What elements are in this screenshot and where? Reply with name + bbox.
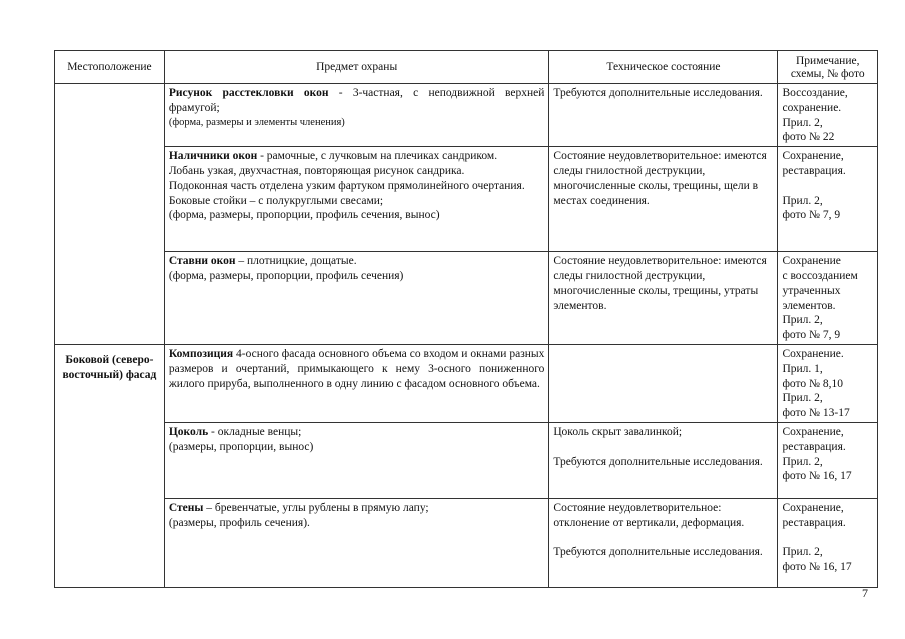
header-condition: Техническое состояние bbox=[549, 51, 778, 84]
condition-line bbox=[553, 531, 773, 546]
table-header-row bbox=[55, 51, 878, 84]
table-row bbox=[55, 252, 878, 345]
table-row bbox=[55, 147, 878, 252]
subject-text: 4-осного фасада основного объема со входом и окнами разных размеров и очертаний, примыкающего к нему 3-осного пониженного жилого прируба, выполненного в одну линию с фасадом основного объема. bbox=[168, 347, 545, 390]
note-line: с воссозданием bbox=[782, 269, 858, 282]
condition-cell bbox=[549, 344, 778, 422]
note-line bbox=[782, 179, 873, 194]
header-location: Местоположение bbox=[55, 51, 165, 84]
note-cell bbox=[778, 422, 878, 498]
subject-dash: - bbox=[328, 87, 353, 99]
condition-line: Цоколь скрыт завалинкой; bbox=[553, 425, 683, 438]
note-line: Сохранение, bbox=[782, 425, 844, 438]
note-line: фото № 16, 17 bbox=[782, 561, 852, 574]
table-row bbox=[55, 84, 878, 147]
condition-cell: Требуются дополнительные исследования. bbox=[549, 84, 778, 147]
subject-title: Ставни окон bbox=[168, 255, 236, 268]
subject-cell bbox=[164, 498, 549, 587]
subject-dash: - bbox=[208, 425, 218, 438]
note-line: Прил. 2, bbox=[782, 314, 823, 327]
note-line: Прил. 2, bbox=[782, 116, 823, 129]
condition-line: Состояние неудовлетворительное: отклонение от вертикали, деформация. bbox=[553, 501, 745, 529]
subject-text: рамочные, с лучковым на плечиках сандриком. bbox=[266, 150, 498, 163]
subject-cell bbox=[164, 252, 549, 345]
subject-text: бревенчатые, углы рублены в прямую лапу; bbox=[214, 501, 429, 514]
note-line: фото № 7, 9 bbox=[782, 209, 841, 222]
note-line: Сохранение, bbox=[782, 150, 844, 163]
header-subject: Предмет охраны bbox=[164, 51, 549, 84]
note-line: Воссоздание, bbox=[782, 87, 848, 99]
note-line: Прил. 1, bbox=[782, 362, 823, 375]
note-line: Прил. 2, bbox=[782, 194, 823, 207]
note-line: Сохранение bbox=[782, 255, 841, 268]
subject-line: Боковые стойки – с полукруглыми свесами; bbox=[168, 194, 384, 207]
note-cell bbox=[778, 252, 878, 345]
note-line: Прил. 2, bbox=[782, 392, 823, 405]
subject-line: (форма, размеры, пропорции, профиль сечения, вынос) bbox=[168, 209, 440, 222]
condition-cell: Состояние неудовлетворительное: имеются следы гнилостной деструкции, многочисленные сколы, трещины, щели в местах соединения. bbox=[549, 147, 778, 252]
note-line: утраченных bbox=[782, 284, 841, 297]
preservation-table bbox=[54, 50, 878, 588]
table-row bbox=[55, 422, 878, 498]
subject-dash: - bbox=[257, 150, 267, 163]
note-line: фото № 16, 17 bbox=[782, 470, 852, 483]
subject-dash: – bbox=[235, 255, 247, 268]
subject-cell bbox=[164, 147, 549, 252]
note-line: фото № 7, 9 bbox=[782, 329, 841, 342]
condition-cell bbox=[549, 422, 778, 498]
subject-extra: (форма, размеры и элементы членения) bbox=[168, 116, 345, 128]
subject-title: Наличники окон bbox=[168, 150, 258, 163]
subject-title: Рисунок расстекловки окон bbox=[168, 87, 329, 99]
note-line: элементов. bbox=[782, 299, 836, 312]
location-cell: Боковой (северо-восточный) фасад bbox=[55, 344, 165, 587]
note-line: Прил. 2, bbox=[782, 455, 823, 468]
subject-cell bbox=[164, 344, 549, 422]
table-row bbox=[55, 344, 878, 422]
note-line: Сохранение. bbox=[782, 347, 844, 360]
note-line: Сохранение, bbox=[782, 501, 844, 514]
note-line: реставрация. bbox=[782, 516, 846, 529]
location-cell-empty bbox=[55, 84, 165, 345]
subject-title: Композиция bbox=[168, 347, 234, 360]
note-line: реставрация. bbox=[782, 440, 846, 453]
subject-text: плотницкие, дощатые. bbox=[247, 255, 357, 268]
note-line: фото № 22 bbox=[782, 131, 835, 144]
condition-line bbox=[553, 440, 773, 455]
table-row bbox=[55, 498, 878, 587]
subject-cell bbox=[164, 84, 549, 147]
condition-cell: Состояние неудовлетворительное: имеются следы гнилостной деструкции, многочисленные сколы, трещины, утраты элементов. bbox=[549, 252, 778, 345]
subject-extra: (размеры, пропорции, вынос) bbox=[168, 440, 314, 453]
note-cell bbox=[778, 84, 878, 147]
condition-line: Требуются дополнительные исследования. bbox=[553, 546, 763, 559]
note-cell bbox=[778, 498, 878, 587]
note-line: реставрация. bbox=[782, 164, 846, 177]
subject-extra: (форма, размеры, пропорции, профиль сечения) bbox=[168, 269, 404, 282]
note-line: Прил. 2, bbox=[782, 546, 823, 559]
subject-line: Лобань узкая, двухчастная, повторяющая рисунок сандрика. bbox=[168, 164, 465, 177]
subject-extra: (размеры, профиль сечения). bbox=[168, 516, 310, 529]
note-line: фото № 13-17 bbox=[782, 407, 850, 420]
condition-cell bbox=[549, 498, 778, 587]
subject-cell bbox=[164, 422, 549, 498]
header-note: Примечание, схемы, № фото bbox=[778, 51, 878, 84]
note-line: фото № 8,10 bbox=[782, 377, 843, 390]
condition-line: Требуются дополнительные исследования. bbox=[553, 455, 763, 468]
page-number: 7 bbox=[862, 586, 868, 600]
note-cell bbox=[778, 344, 878, 422]
subject-text: 3-частная, с неподвижной верхней фрамугой; bbox=[168, 87, 545, 114]
subject-title: Цоколь bbox=[168, 425, 209, 438]
subject-title: Стены bbox=[168, 501, 204, 514]
note-cell bbox=[778, 147, 878, 252]
note-line: сохранение. bbox=[782, 101, 842, 114]
subject-text: окладные венцы; bbox=[217, 425, 302, 438]
subject-line: Подоконная часть отделена узким фартуком прямолинейного очертания. bbox=[168, 179, 525, 192]
subject-dash: – bbox=[203, 501, 215, 514]
note-line bbox=[782, 531, 873, 546]
